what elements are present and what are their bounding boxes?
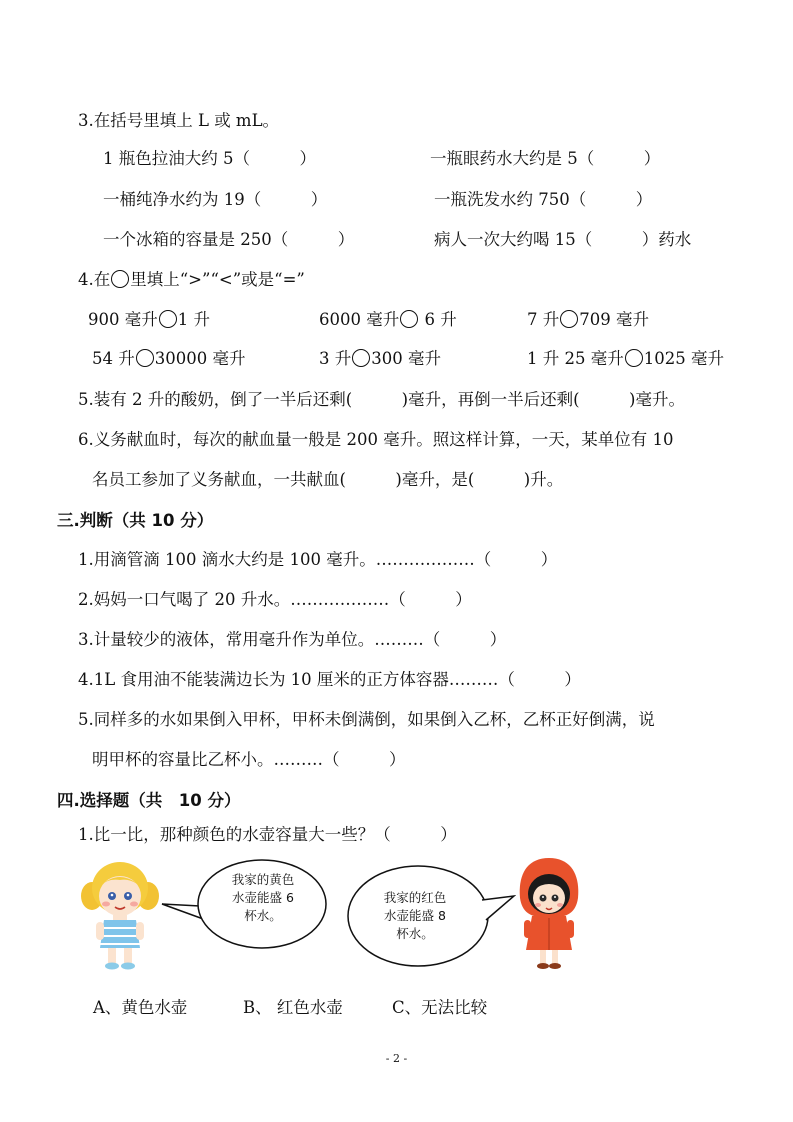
compare-circle[interactable] (159, 310, 177, 328)
compare-right: 1 升 (177, 310, 210, 329)
q6-line-1: 6.义务献血时，每次的献血量一般是 200 毫升。照这样计算，一天，某单位有 10 (78, 430, 674, 449)
compare-left: 3 升 (319, 349, 352, 368)
section-3-title: 三.判断（共 10 分） (57, 511, 214, 530)
judge-item-5-cont: 明甲杯的容量比乙杯小。………（ ） (92, 750, 406, 769)
compare-circle[interactable] (625, 349, 643, 367)
q4-title (78, 269, 305, 291)
bubble-right-text: 我家的红色 水壶能盛 8 杯水。 (383, 890, 447, 941)
compare-left: 900 毫升 (88, 310, 158, 329)
compare-right: 709 毫升 (579, 310, 649, 329)
q3-item-4: 一瓶洗发水约 750（ ） (434, 190, 653, 209)
q4-title-end: 里填上“>”“<”或是“=” (130, 270, 305, 289)
judge-item-4: 4.1L 食用油不能装满边长为 10 厘米的正方体容器………（ ） (78, 670, 581, 689)
compare-right: 1025 毫升 (643, 349, 724, 368)
compare-left: 54 升 (92, 349, 135, 368)
page-number: - 2 - (385, 1052, 408, 1065)
option-c: C、无法比较 (392, 998, 488, 1017)
q3-item-1: 1 瓶色拉油大约 5（ ） (103, 149, 316, 168)
compare-item (527, 309, 649, 331)
compare-circle[interactable] (560, 310, 578, 328)
compare-circle[interactable] (136, 349, 154, 367)
judge-item-2: 2.妈妈一口气喝了 20 升水。………………（ ） (78, 590, 472, 609)
compare-circle[interactable] (352, 349, 370, 367)
q3-title: 3.在括号里填上 L 或 mL。 (78, 111, 280, 130)
option-a: A、黄色水壶 (93, 998, 188, 1017)
compare-item (527, 348, 724, 370)
compare-left: 6000 毫升 (319, 310, 400, 329)
compare-item (92, 348, 245, 370)
q6-line-2: 名员工参加了义务献血，一共献血( )毫升，是( )升。 (92, 470, 564, 489)
compare-right: 6 升 (419, 310, 457, 329)
q3-item-3: 一桶纯净水约为 19（ ） (103, 190, 328, 209)
judge-item-3: 3.计量较少的液体，常用毫升作为单位。………（ ） (78, 630, 507, 649)
q3-item-6: 病人一次大约喝 15（ ）药水 (434, 230, 692, 249)
option-b: B、 红色水壶 (243, 998, 343, 1017)
judge-item-5: 5.同样多的水如果倒入甲杯，甲杯未倒满倒，如果倒入乙杯，乙杯正好倒满，说 (78, 710, 655, 729)
compare-item (319, 348, 441, 370)
red-girl-illustration (516, 856, 582, 972)
compare-right: 30000 毫升 (154, 349, 246, 368)
q4-title-start: 4.在 (78, 270, 111, 289)
compare-item (319, 309, 457, 331)
compare-item (88, 309, 210, 331)
compare-right: 300 毫升 (371, 349, 441, 368)
judge-item-1: 1.用滴管滴 100 滴水大约是 100 毫升。………………（ ） (78, 550, 558, 569)
yellow-girl-illustration (78, 860, 162, 972)
bubble-left-text: 我家的黄色 水壶能盛 6 杯水。 (231, 872, 295, 923)
q5-text: 5.装有 2 升的酸奶，倒了一半后还剩( )毫升，再倒一半后还剩( )毫升。 (78, 390, 685, 409)
section-4-title: 四.选择题（共 10 分） (57, 791, 241, 810)
compare-circle[interactable] (400, 310, 418, 328)
q3-item-5: 一个冰箱的容量是 250（ ） (103, 230, 355, 249)
compare-left: 7 升 (527, 310, 560, 329)
circle-icon (111, 270, 129, 288)
compare-left: 1 升 25 毫升 (527, 349, 624, 368)
q3-item-2: 一瓶眼药水大约是 5（ ） (430, 149, 661, 168)
choice-q1: 1.比一比，那种颜色的水壶容量大一些？（ ） (78, 825, 457, 844)
